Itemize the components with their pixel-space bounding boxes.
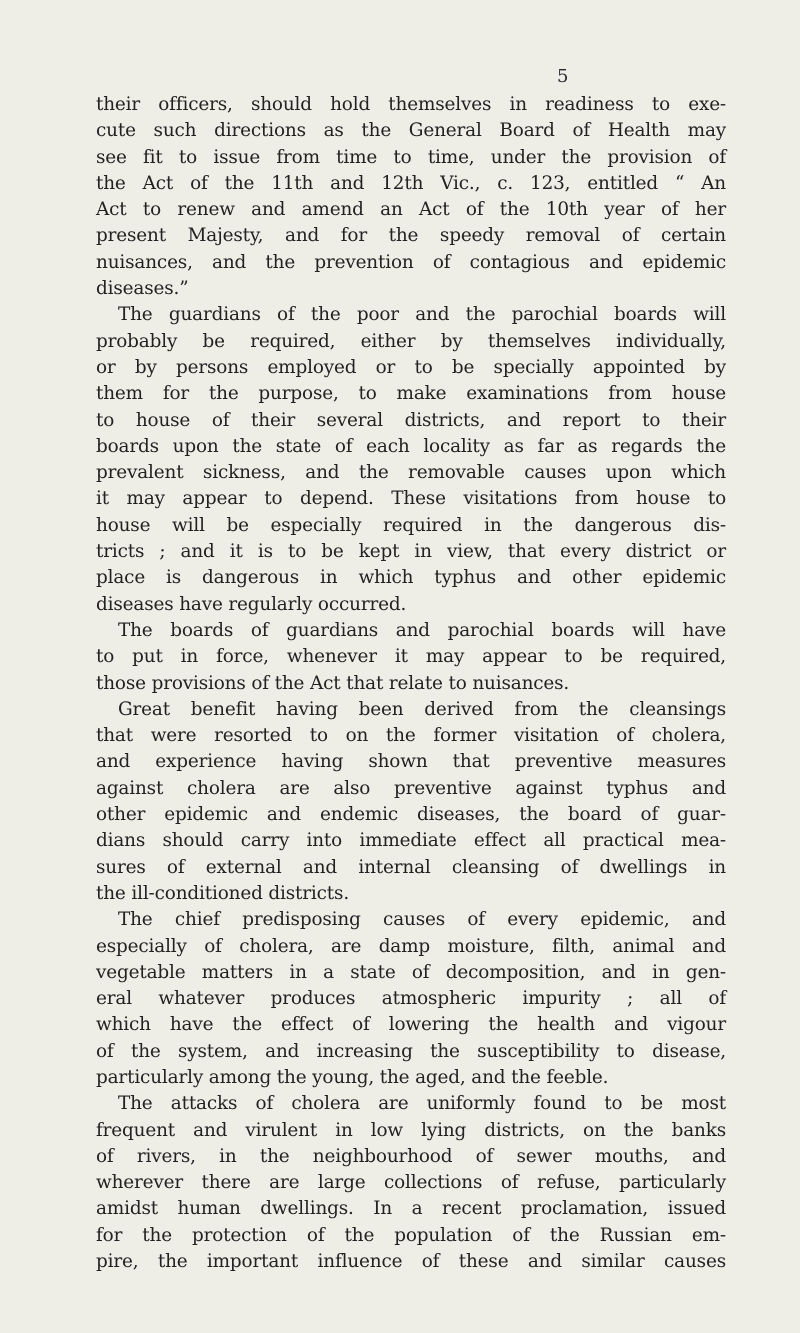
- paragraph-attacks: [96, 1091, 726, 1275]
- text-line: which have the effect of lowering the health and vigour: [96, 1014, 726, 1036]
- text-line: the ill-conditioned districts.: [96, 882, 350, 904]
- text-line: Great benefit having been derived from the cleansings: [118, 698, 726, 720]
- text-line: sures of external and internal cleansing of dwellings in: [96, 856, 726, 878]
- text-line: their officers, should hold themselves in readiness to exe-: [96, 94, 726, 115]
- text-line: or by persons employed or to be specially appointed by: [96, 356, 726, 378]
- page-number: 5: [557, 66, 569, 87]
- text-line: present Majesty, and for the speedy removal of certain: [96, 225, 726, 247]
- text-line: eral whatever produces atmospheric impurity ; all of: [96, 988, 726, 1010]
- text-line: other epidemic and endemic diseases, the board of guar-: [96, 804, 726, 826]
- text-line: The guardians of the poor and the parochial boards will: [118, 304, 726, 326]
- text-line: particularly among the young, the aged, and the feeble.: [96, 1066, 609, 1088]
- text-line: frequent and virulent in low lying districts, on the banks: [96, 1119, 726, 1141]
- text-line: cute such directions as the General Board of Health may: [96, 120, 726, 142]
- text-line: them for the purpose, to make examinations from house: [96, 383, 726, 405]
- text-line: and experience having shown that preventive measures: [96, 751, 726, 773]
- text-line: The boards of guardians and parochial boards will have: [118, 619, 726, 641]
- text-line: The attacks of cholera are uniformly found to be most: [118, 1093, 726, 1115]
- text-line: nuisances, and the prevention of contagious and epidemic: [96, 251, 726, 273]
- text-line: amidst human dwellings. In a recent proclamation, issued: [96, 1198, 726, 1220]
- text-line: The chief predisposing causes of every epidemic, and: [118, 909, 726, 931]
- text-line: of the system, and increasing the susceptibility to disease,: [96, 1040, 726, 1062]
- text-line: that were resorted to on the former visitation of cholera,: [96, 725, 726, 747]
- text-line: prevalent sickness, and the removable causes upon which: [96, 462, 726, 484]
- text-line: diseases have regularly occurred.: [96, 593, 407, 615]
- text-line: of rivers, in the neighbourhood of sewer mouths, and: [96, 1145, 726, 1167]
- text-line: house will be especially required in the dangerous dis-: [96, 514, 726, 536]
- text-line: see fit to issue from time to time, under the provision of: [96, 146, 726, 168]
- text-line: diseases.”: [96, 278, 189, 300]
- text-line: dians should carry into immediate effect all practical mea-: [96, 830, 726, 852]
- paragraph-boards: [96, 618, 726, 697]
- text-line: to house of their several districts, and report to their: [96, 409, 726, 431]
- text-line: tricts ; and it is to be kept in view, that every district or: [96, 541, 726, 563]
- paragraph-guardians: [96, 302, 726, 618]
- text-line: especially of cholera, are damp moisture, filth, animal and: [96, 935, 726, 957]
- text-line: against cholera are also preventive against typhus and: [96, 777, 726, 799]
- text-line: to put in force, whenever it may appear to be required,: [96, 646, 726, 668]
- paragraph-cleansings: [96, 697, 726, 907]
- text-line: the Act of the 11th and 12th Vic., c. 123, entitled “ An: [96, 172, 726, 194]
- text-line: for the protection of the population of the Russian em-: [96, 1224, 726, 1246]
- text-line: Act to renew and amend an Act of the 10th year of her: [96, 199, 726, 221]
- text-line: it may appear to depend. These visitations from house to: [96, 488, 726, 510]
- paragraph-officers: [96, 92, 726, 302]
- text-line: wherever there are large collections of refuse, particularly: [96, 1172, 726, 1194]
- text-line: those provisions of the Act that relate to nuisances.: [96, 672, 570, 694]
- text-line: boards upon the state of each locality as far as regards the: [96, 435, 726, 457]
- text-line: place is dangerous in which typhus and other epidemic: [96, 567, 726, 589]
- text-line: vegetable matters in a state of decomposition, and in gen-: [96, 961, 726, 983]
- text-line: probably be required, either by themselves individually,: [96, 330, 726, 352]
- text-line: pire, the important influence of these and similar causes: [96, 1251, 726, 1273]
- body-text: [96, 92, 726, 1275]
- paragraph-causes: [96, 907, 726, 1091]
